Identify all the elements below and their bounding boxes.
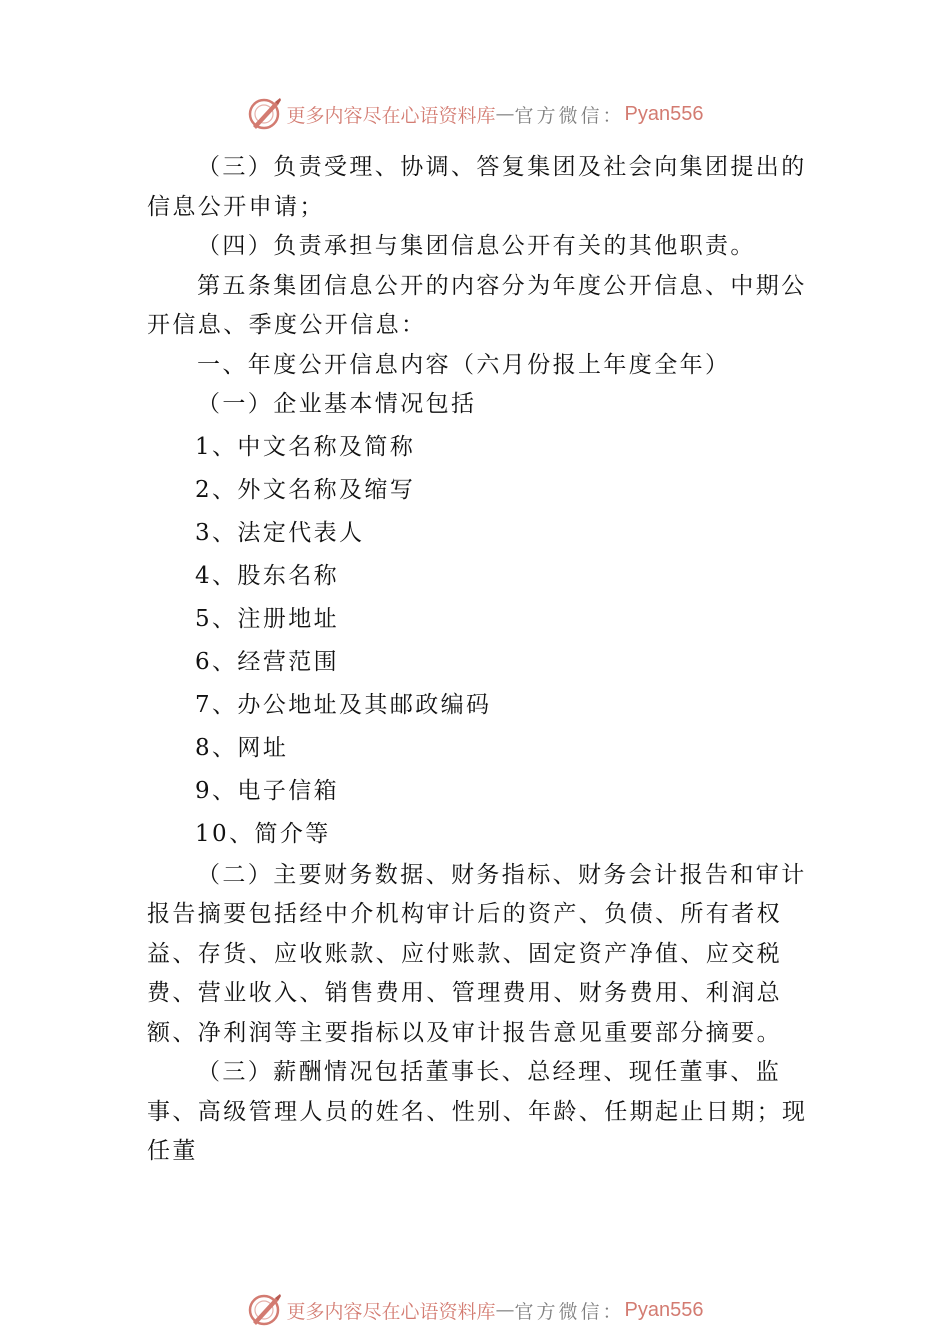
watermark-main-text: 更多内容尽在心语资料库 [286,104,496,127]
paragraph: （三）薪酬情况包括董事长、总经理、现任董事、监事、高级管理人员的姓名、性别、年龄、任期起止日期；现任董 [147,1059,808,1164]
footer-watermark [0,1290,950,1330]
watermark-separator: — [495,1299,515,1321]
watermark-wechat-id: Pyan556 [624,1298,704,1321]
watermark-separator: — [495,103,515,125]
header-watermark [0,94,950,134]
list-item: 6、经营范围 [195,648,340,675]
list-item: 5、注册地址 [195,605,340,632]
paragraph: （三）负责受理、协调、答复集团及社会向集团提出的信息公开申请； [147,154,807,220]
list-item: 3、法定代表人 [195,519,365,546]
list-item: 10、简介等 [195,820,331,847]
paragraph: （四）负责承担与集团信息公开有关的其他职责。 [197,233,756,259]
paragraph: （二）主要财务数据、财务指标、财务会计报告和审计报告摘要包括经中介机构审计后的资产、负债、所有者权益、存货、应收账款、应付账款、固定资产净值、应交税费、营业收入、销售费用、管理费用、财务费用、利润总额、净利润等主要指标以及审计报告意见重要部分摘要。 [147,861,807,1046]
brand-logo-icon [247,1292,283,1328]
list-item: 9、电子信箱 [195,777,340,804]
list-item: 1、中文名称及简称 [195,433,416,460]
watermark-label: 官方微信： [514,1300,625,1323]
list-item: 4、股东名称 [195,562,340,589]
document-body [147,148,817,1172]
subsection-heading: （一）企业基本情况包括 [197,391,477,417]
brand-logo-icon [247,96,283,132]
watermark-label: 官方微信： [514,104,625,127]
list-item: 7、办公地址及其邮政编码 [195,691,492,718]
watermark-wechat-id: Pyan556 [624,102,704,125]
paragraph: 第五条集团信息公开的内容分为年度公开信息、中期公开信息、季度公开信息： [147,272,807,338]
section-heading: 一、年度公开信息内容（六月份报上年度全年） [197,351,731,378]
list-item: 8、网址 [195,734,289,761]
list-item: 2、外文名称及缩写 [195,476,416,503]
watermark-main-text: 更多内容尽在心语资料库 [286,1300,496,1323]
